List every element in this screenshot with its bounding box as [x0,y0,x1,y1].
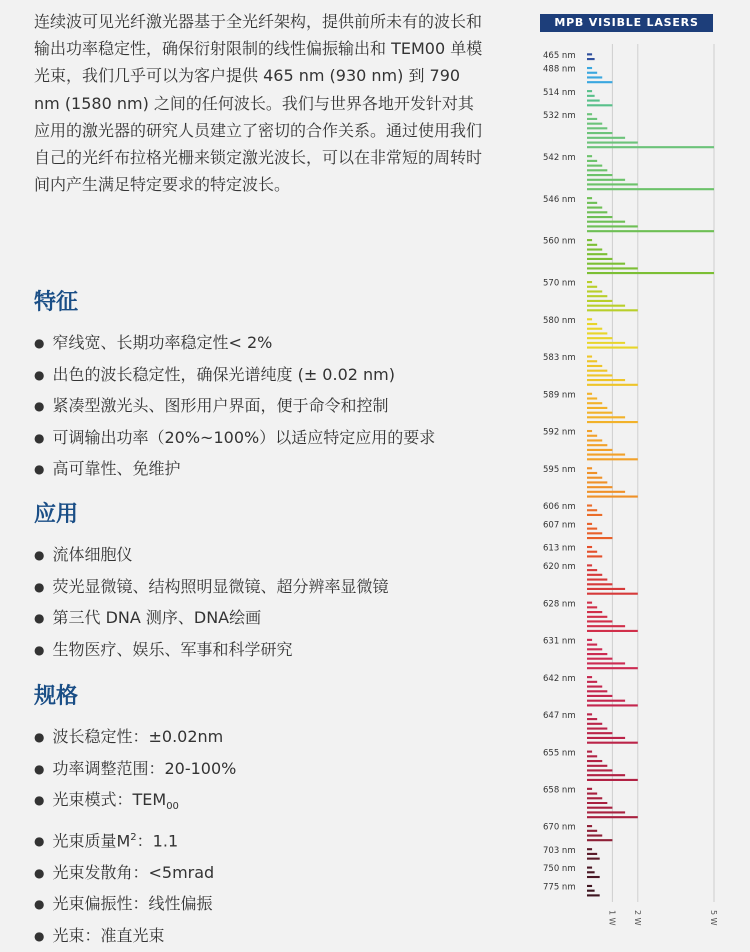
wavelength-label: 631 nm [543,636,576,647]
wavelength-label: 592 nm [543,427,576,438]
list-item: ● 紧凑型激光头、图形用户界面，便于命令和控制 [34,391,494,423]
applications-section [34,502,494,666]
spec-beam-mode: 光束模式：TEM [52,790,167,809]
x-tick-label: 5 W [709,910,718,926]
wavelength-label: 775 nm [543,882,576,893]
wavelength-label: 488 nm [543,64,576,75]
applications-list [34,540,494,666]
wavelength-label: 670 nm [543,822,576,833]
wavelength-label: 542 nm [543,152,576,163]
chart-canvas [540,14,720,934]
wavelength-label: 465 nm [543,51,576,61]
spec-beam-quality: 光束质量M [52,831,131,851]
list-item [34,823,494,858]
list-item: ● 功率调整范围：20-100% [34,754,494,786]
wavelength-label: 589 nm [543,390,576,401]
x-tick-label: 2 W [632,910,642,926]
wavelength-label: 655 nm [543,748,576,759]
applications-heading: 应用 [34,502,79,527]
wavelength-label: 658 nm [543,785,576,796]
list-item: ● 光束发散角：<5mrad [34,858,494,890]
features-list [34,328,494,486]
specs-list [34,722,494,952]
m2-superscript: 2 [130,831,137,843]
list-item: ● 出色的波长稳定性，确保光谱纯度 (± 0.02 nm) [34,360,494,392]
wavelength-label: 560 nm [543,236,576,247]
specs-section [34,684,494,952]
wavelength-label: 620 nm [543,562,576,573]
list-item: ● 光束偏振性：线性偏振 [34,889,494,921]
wavelength-label: 750 nm [543,864,576,875]
wavelength-label: 642 nm [543,673,576,684]
list-item: ● 可调输出功率（20%~100%）以适应特定应用的要求 [34,423,494,455]
list-item: ● 生物医疗、娱乐、军事和科学研究 [34,635,494,667]
list-item: ● 光束：准直光束 [34,921,494,952]
wavelength-label: 580 nm [543,315,576,326]
list-item: ● 荧光显微镜、结构照明显微镜、超分辨率显微镜 [34,572,494,604]
features-heading: 特征 [34,290,79,315]
wavelength-label: 606 nm [543,502,576,513]
wavelength-label: 703 nm [543,845,576,856]
features-section [34,290,494,486]
intro-paragraph: 连续波可见光纤激光器基于全光纤架构，提供前所未有的波长和输出功率稳定性，确保衍射限制的线性偏振输出和 TEM00 单模光束，我们几乎可以为客户提供 465 nm (930 nm) 到 790 nm (1580 nm) 之间的任何波长。我们与世界各地开发针对其应用的激光器的研究人员建立了密切的合作关系。通过使用我们自己的光纤布拉格光栅来锁定激光波长，可以在非常短的周转时间内产生满足特定要求的特定波长。 [34,12,483,195]
wavelength-label: 607 nm [543,520,576,531]
wavelength-label: 532 nm [543,110,576,121]
wavelength-label: 570 nm [543,278,576,289]
wavelength-label: 628 nm [543,599,576,610]
list-item: ● 高可靠性、免维护 [34,454,494,486]
list-item: ● 第三代 DNA 测序、DNA绘画 [34,603,494,635]
wavelength-label: 514 nm [543,87,576,98]
wavelength-label: 647 nm [543,711,576,722]
chart-title: MPB VISIBLE LASERS [540,14,713,32]
x-tick-label: 1 W [607,910,617,926]
laser-wavelength-chart [540,14,720,934]
wavelength-label: 613 nm [543,543,576,554]
specs-heading: 规格 [34,684,79,709]
wavelength-label: 595 nm [543,464,576,475]
list-item [34,785,494,823]
wavelength-label: 546 nm [543,194,576,205]
list-item: ● 波长稳定性：±0.02nm [34,722,494,754]
wavelength-label: 583 nm [543,353,576,364]
spec-beam-quality-value: ：1.1 [136,831,179,851]
tem-subscript: 00 [166,801,179,813]
list-item: ● 窄线宽、长期功率稳定性< 2% [34,328,494,360]
list-item: ● 流体细胞仪 [34,540,494,572]
